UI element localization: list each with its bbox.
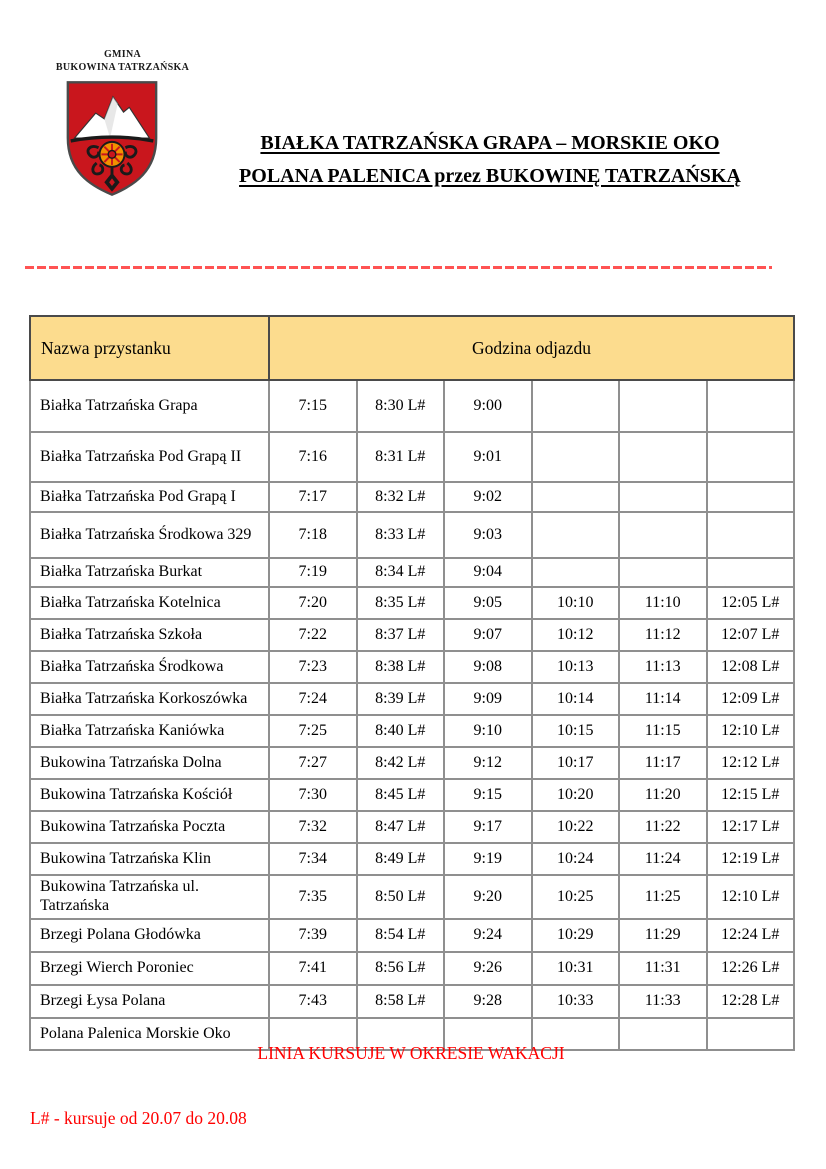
departure-time-cell: 8:50 L# — [357, 875, 445, 919]
stop-name-cell: Bukowina Tatrzańska Dolna — [30, 747, 269, 779]
departure-time-cell: 11:24 — [619, 843, 707, 875]
departure-time-cell: 9:19 — [444, 843, 532, 875]
departure-time-cell: 8:47 L# — [357, 811, 445, 843]
stop-name-cell: Białka Tatrzańska Grapa — [30, 380, 269, 432]
stop-name-cell: Bukowina Tatrzańska ul. Tatrzańska — [30, 875, 269, 919]
season-note: LINIA KURSUJE W OKRESIE WAKACJI — [257, 1043, 565, 1063]
departure-time-cell: 9:12 — [444, 747, 532, 779]
table-row — [30, 747, 794, 779]
departure-time-cell: 9:17 — [444, 811, 532, 843]
page-title-line2: POLANA PALENICA przez BUKOWINĘ TATRZAŃSKĄ — [239, 165, 741, 187]
stop-name-cell: Białka Tatrzańska Kotelnica — [30, 587, 269, 619]
timetable-body — [30, 380, 794, 1050]
stop-name-cell: Polana Palenica Morskie Oko — [30, 1018, 269, 1050]
departure-time-cell: 8:35 L# — [357, 587, 445, 619]
departure-time-cell — [619, 432, 707, 482]
departure-time-cell: 8:30 L# — [357, 380, 445, 432]
table-row — [30, 952, 794, 985]
departure-time-cell: 8:45 L# — [357, 779, 445, 811]
departure-time-cell: 12:28 L# — [707, 985, 795, 1018]
departure-time-cell — [707, 432, 795, 482]
departure-time-cell: 11:15 — [619, 715, 707, 747]
departure-time-cell: 10:14 — [532, 683, 620, 715]
table-row — [30, 919, 794, 952]
departure-time-cell: 12:08 L# — [707, 651, 795, 683]
departure-time-cell: 12:24 L# — [707, 919, 795, 952]
departure-time-cell: 9:10 — [444, 715, 532, 747]
departure-time-cell: 8:58 L# — [357, 985, 445, 1018]
departure-time-cell: 7:17 — [269, 482, 357, 512]
departure-time-cell: 9:01 — [444, 432, 532, 482]
departure-time-cell: 12:09 L# — [707, 683, 795, 715]
departure-time-cell — [619, 380, 707, 432]
departure-time-cell: 9:04 — [444, 558, 532, 587]
departure-time-cell: 9:09 — [444, 683, 532, 715]
stop-name-cell: Białka Tatrzańska Pod Grapą I — [30, 482, 269, 512]
table-row — [30, 512, 794, 558]
dashed-separator — [25, 266, 772, 269]
departure-time-cell — [532, 432, 620, 482]
stop-name-cell: Białka Tatrzańska Kaniówka — [30, 715, 269, 747]
table-row — [30, 811, 794, 843]
stop-name-cell: Brzegi Wierch Poroniec — [30, 952, 269, 985]
departure-time-cell: 8:34 L# — [357, 558, 445, 587]
departure-time-cell: 10:13 — [532, 651, 620, 683]
departure-time-cell: 7:18 — [269, 512, 357, 558]
departure-time-cell — [619, 482, 707, 512]
departure-time-cell: 7:39 — [269, 919, 357, 952]
departure-time-cell — [619, 512, 707, 558]
stop-name-cell: Bukowina Tatrzańska Kościół — [30, 779, 269, 811]
table-row — [30, 558, 794, 587]
departure-time-cell: 11:20 — [619, 779, 707, 811]
departure-time-cell: 10:33 — [532, 985, 620, 1018]
departure-time-cell: 7:23 — [269, 651, 357, 683]
departure-time-cell: 8:54 L# — [357, 919, 445, 952]
departure-time-cell: 10:31 — [532, 952, 620, 985]
departure-time-cell: 7:16 — [269, 432, 357, 482]
departure-time-cell: 11:25 — [619, 875, 707, 919]
departure-time-cell: 8:40 L# — [357, 715, 445, 747]
departure-time-cell: 7:24 — [269, 683, 357, 715]
table-row — [30, 651, 794, 683]
stop-name-cell: Bukowina Tatrzańska Poczta — [30, 811, 269, 843]
departure-time-cell: 10:22 — [532, 811, 620, 843]
departure-time-cell: 12:17 L# — [707, 811, 795, 843]
departure-table — [29, 315, 795, 1051]
departure-time-cell: 11:17 — [619, 747, 707, 779]
stop-name-cell: Bukowina Tatrzańska Klin — [30, 843, 269, 875]
table-row — [30, 587, 794, 619]
departure-time-cell: 7:25 — [269, 715, 357, 747]
departure-time-cell — [532, 558, 620, 587]
departure-time-cell: 9:07 — [444, 619, 532, 651]
departure-time-cell: 10:20 — [532, 779, 620, 811]
departure-time-cell: 8:49 L# — [357, 843, 445, 875]
departure-time-cell: 7:30 — [269, 779, 357, 811]
departure-time-cell: 8:31 L# — [357, 432, 445, 482]
departure-time-cell: 11:10 — [619, 587, 707, 619]
logo-caption-line1: GMINA — [103, 49, 142, 60]
stop-name-column-header: Nazwa przystanku — [30, 316, 269, 380]
departure-time-cell — [532, 380, 620, 432]
table-row — [30, 779, 794, 811]
departure-time-cell: 7:15 — [269, 380, 357, 432]
departure-time-cell: 9:24 — [444, 919, 532, 952]
departure-time-cell: 9:15 — [444, 779, 532, 811]
departure-time-cell: 8:38 L# — [357, 651, 445, 683]
departure-time-cell: 7:43 — [269, 985, 357, 1018]
departure-time-cell: 12:15 L# — [707, 779, 795, 811]
departure-time-cell: 11:12 — [619, 619, 707, 651]
departure-time-cell: 8:42 L# — [357, 747, 445, 779]
stop-name-cell: Białka Tatrzańska Środkowa — [30, 651, 269, 683]
table-row — [30, 380, 794, 432]
departure-time-cell: 11:33 — [619, 985, 707, 1018]
departure-time-cell: 7:41 — [269, 952, 357, 985]
departure-time-cell: 9:02 — [444, 482, 532, 512]
departure-time-cell — [532, 482, 620, 512]
table-header-row — [30, 316, 794, 380]
departure-time-cell: 11:31 — [619, 952, 707, 985]
departure-time-cell: 7:19 — [269, 558, 357, 587]
departure-time-cell: 9:20 — [444, 875, 532, 919]
table-row — [30, 432, 794, 482]
stop-name-cell: Białka Tatrzańska Burkat — [30, 558, 269, 587]
departure-time-cell: 10:17 — [532, 747, 620, 779]
departure-time-cell: 12:05 L# — [707, 587, 795, 619]
departure-time-cell: 10:29 — [532, 919, 620, 952]
departure-time-cell: 11:14 — [619, 683, 707, 715]
departure-time-cell — [707, 512, 795, 558]
legend-note: L# - kursuje od 20.07 do 20.08 — [30, 1108, 247, 1128]
departure-time-cell: 10:24 — [532, 843, 620, 875]
departure-time-cell: 9:26 — [444, 952, 532, 985]
departure-time-column-header: Godzina odjazdu — [269, 316, 794, 380]
departure-time-cell: 9:08 — [444, 651, 532, 683]
logo-caption — [40, 48, 205, 74]
departure-time-cell: 12:12 L# — [707, 747, 795, 779]
departure-time-cell: 9:03 — [444, 512, 532, 558]
page-title — [180, 127, 800, 193]
departure-time-cell: 10:10 — [532, 587, 620, 619]
departure-time-cell: 12:07 L# — [707, 619, 795, 651]
departure-time-cell: 10:15 — [532, 715, 620, 747]
stop-name-cell: Białka Tatrzańska Korkoszówka — [30, 683, 269, 715]
departure-time-cell: 7:35 — [269, 875, 357, 919]
departure-time-cell — [707, 380, 795, 432]
stop-name-cell: Białka Tatrzańska Pod Grapą II — [30, 432, 269, 482]
logo-caption-line2: BUKOWINA TATRZAŃSKA — [55, 62, 190, 73]
page-title-line1: BIAŁKA TATRZAŃSKA GRAPA – MORSKIE OKO — [260, 132, 720, 154]
departure-time-cell: 12:10 L# — [707, 875, 795, 919]
coat-of-arms-icon — [64, 79, 160, 199]
departure-time-cell: 10:25 — [532, 875, 620, 919]
departure-time-cell — [707, 558, 795, 587]
table-row — [30, 875, 794, 919]
departure-time-cell: 8:39 L# — [357, 683, 445, 715]
departure-time-cell: 8:33 L# — [357, 512, 445, 558]
departure-time-cell: 9:00 — [444, 380, 532, 432]
table-row — [30, 985, 794, 1018]
departure-time-cell — [707, 482, 795, 512]
departure-time-cell: 9:28 — [444, 985, 532, 1018]
departure-time-cell: 9:05 — [444, 587, 532, 619]
table-row — [30, 843, 794, 875]
stop-name-cell: Brzegi Polana Głodówka — [30, 919, 269, 952]
departure-time-cell: 8:32 L# — [357, 482, 445, 512]
stop-name-cell: Białka Tatrzańska Środkowa 329 — [30, 512, 269, 558]
table-row — [30, 619, 794, 651]
table-row — [30, 715, 794, 747]
departure-time-cell: 11:22 — [619, 811, 707, 843]
stop-name-cell: Brzegi Łysa Polana — [30, 985, 269, 1018]
departure-time-cell: 7:27 — [269, 747, 357, 779]
departure-time-cell: 7:34 — [269, 843, 357, 875]
stop-name-cell: Białka Tatrzańska Szkoła — [30, 619, 269, 651]
departure-time-cell: 12:10 L# — [707, 715, 795, 747]
departure-time-cell — [619, 558, 707, 587]
table-row — [30, 683, 794, 715]
departure-time-cell: 8:56 L# — [357, 952, 445, 985]
departure-time-cell: 12:19 L# — [707, 843, 795, 875]
departure-time-cell: 7:20 — [269, 587, 357, 619]
departure-time-cell: 10:12 — [532, 619, 620, 651]
table-row — [30, 482, 794, 512]
departure-time-cell: 7:22 — [269, 619, 357, 651]
departure-time-cell: 7:32 — [269, 811, 357, 843]
departure-time-cell: 11:29 — [619, 919, 707, 952]
departure-time-cell — [532, 512, 620, 558]
departure-time-cell: 11:13 — [619, 651, 707, 683]
departure-time-cell: 12:26 L# — [707, 952, 795, 985]
departure-time-cell: 8:37 L# — [357, 619, 445, 651]
